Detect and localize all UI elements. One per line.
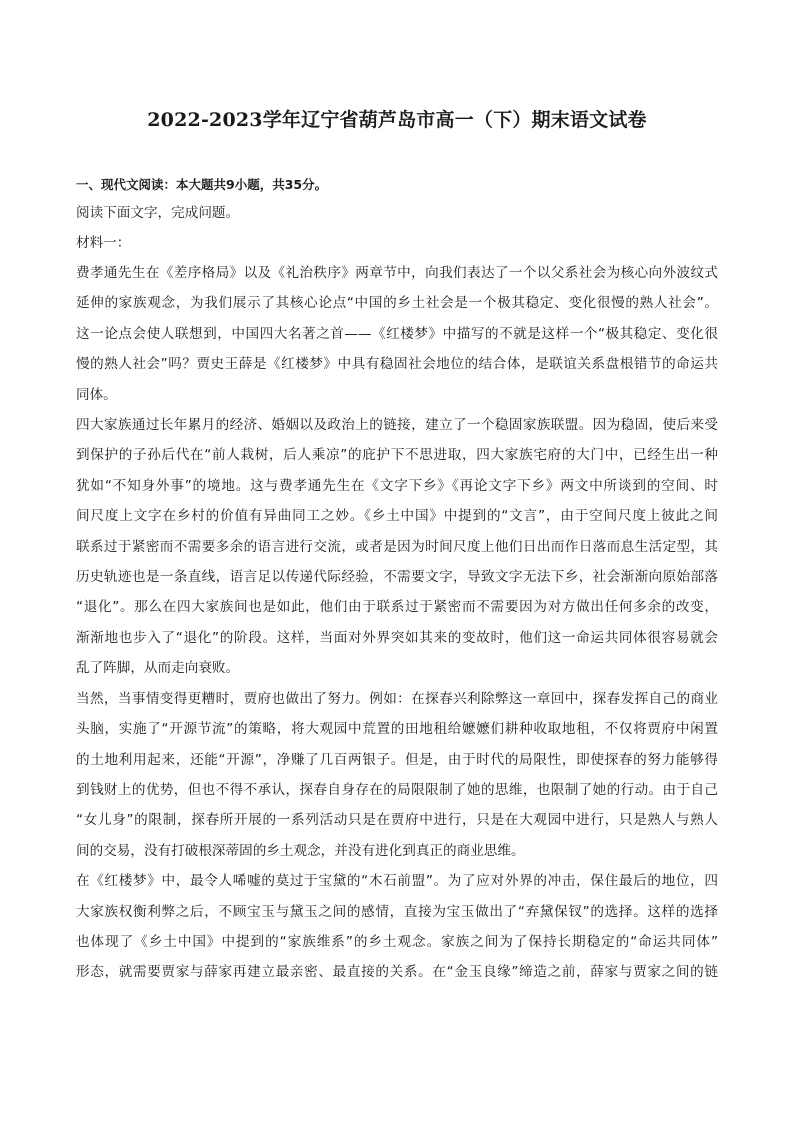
reading-instruction: 阅读下面文字，完成问题。 xyxy=(76,205,240,221)
passage-line: 四大家族通过长年累月的经济、婚姻以及政治上的链接，建立了一个稳固家族联盟。因为稳固，使后来受 xyxy=(76,417,718,434)
passage-line: 慢的熟人社会”吗？贾史王薛是《红楼梦》中具有稳固社会地位的结合体，是联谊关系盘根错节的命运共 xyxy=(76,356,718,373)
passage-line: 的土地利用起来，还能“开源”，净赚了几百两银子。但是，由于时代的局限性，即使探春的努力能够得 xyxy=(76,751,718,768)
passage-line: “女儿身”的限制，探春所开展的一系列活动只是在贾府中进行，只是在大观园中进行，只是熟人与熟人 xyxy=(76,812,718,829)
passage-line: 犹如“不知身外事”的境地。这与费孝通先生在《文字下乡》《再论文字下乡》两文中所谈到的空间、时 xyxy=(76,477,718,494)
passage-line: 到保护的子孙后代在“前人栽树，后人乘凉”的庇护下不思进取，四大家族宅府的大门中，已经生出一种 xyxy=(76,447,718,464)
material-label: 材料一： xyxy=(76,235,131,251)
passage-line: 当然，当事情变得更糟时，贾府也做出了努力。例如：在探春兴利除弊这一章回中，探春发挥自己的商业 xyxy=(76,690,718,707)
passage-line: 形态，就需要贾家与薛家再建立最亲密、最直接的关系。在“金玉良缘”缔造之前，薛家与贾家之间的链 xyxy=(76,964,718,981)
section-heading: 一、现代文阅读：本大题共9小题，共35分。 xyxy=(76,177,328,192)
passage-line: 间尺度上文字在乡村的价值有异曲同工之妙。《乡土中国》中提到的“文言”，由于空间尺度上彼此之间 xyxy=(76,508,718,525)
passage-line: 也体现了《乡土中国》中提到的“家族维系”的乡土观念。家族之间为了保持长期稳定的“命运共同体” xyxy=(76,933,718,950)
passage-line: 费孝通先生在《差序格局》以及《礼治秩序》两章节中，向我们表达了一个以父系社会为核心向外波纹式 xyxy=(76,265,718,281)
passage-line: 这一论点会使人联想到，中国四大名著之首——《红楼梦》中描写的不就是这样一个“极其稳定、变化很 xyxy=(76,325,718,342)
passage-line: 间的交易，没有打破根深蒂固的乡土观念，并没有进化到真正的商业思维。 xyxy=(76,842,525,859)
passage-line: 头脑，实施了“开源节流”的策略，将大观园中荒置的田地租给嬷嬷们耕种收取地租，不仅将贾府中闲置 xyxy=(76,721,718,738)
passage-line: 乱了阵脚，从而走向衰败。 xyxy=(76,660,240,677)
passage-line: 延伸的家族观念，为我们展示了其核心论点“中国的乡土社会是一个极其稳定、变化很慢的熟人社会”。 xyxy=(76,295,718,312)
passage-line: 大家族权衡利弊之后，不顾宝玉与黛玉之间的感情，直接为宝玉做出了“弃黛保钗”的选择。这样的选择 xyxy=(76,903,718,920)
passage-line: 历史轨迹也是一条直线，语言足以传递代际经验，不需要文字，导致文字无法下乡，社会渐渐向原始部落 xyxy=(76,569,718,586)
passage-line: 同体。 xyxy=(76,386,117,403)
passage-line: 到钱财上的优势，但也不得不承认，探春自身存在的局限限制了她的思维，也限制了她的行动。由于自己 xyxy=(76,781,718,798)
passage-line: “退化”。那么在四大家族间也是如此，他们由于联系过于紧密而不需要因为对方做出任何多余的改变， xyxy=(76,599,718,616)
passage-line: 渐渐地也步入了“退化”的阶段。这样，当面对外界突如其来的变故时，他们这一命运共同体很容易就会 xyxy=(76,629,718,646)
passage-body xyxy=(76,258,718,988)
exam-title: 2022-2023学年辽宁省葫芦岛市高一（下）期末语文试卷 xyxy=(147,109,647,131)
exam-content xyxy=(76,172,718,988)
passage-line: 在《红楼梦》中，最令人唏嘘的莫过于宝黛的“木石前盟”。为了应对外界的冲击，保住最后的地位，四 xyxy=(76,873,718,890)
passage-line: 联系过于紧密而不需要多余的语言进行交流，或者是因为时间尺度上他们日出而作日落而息生活定型，其 xyxy=(76,538,718,555)
